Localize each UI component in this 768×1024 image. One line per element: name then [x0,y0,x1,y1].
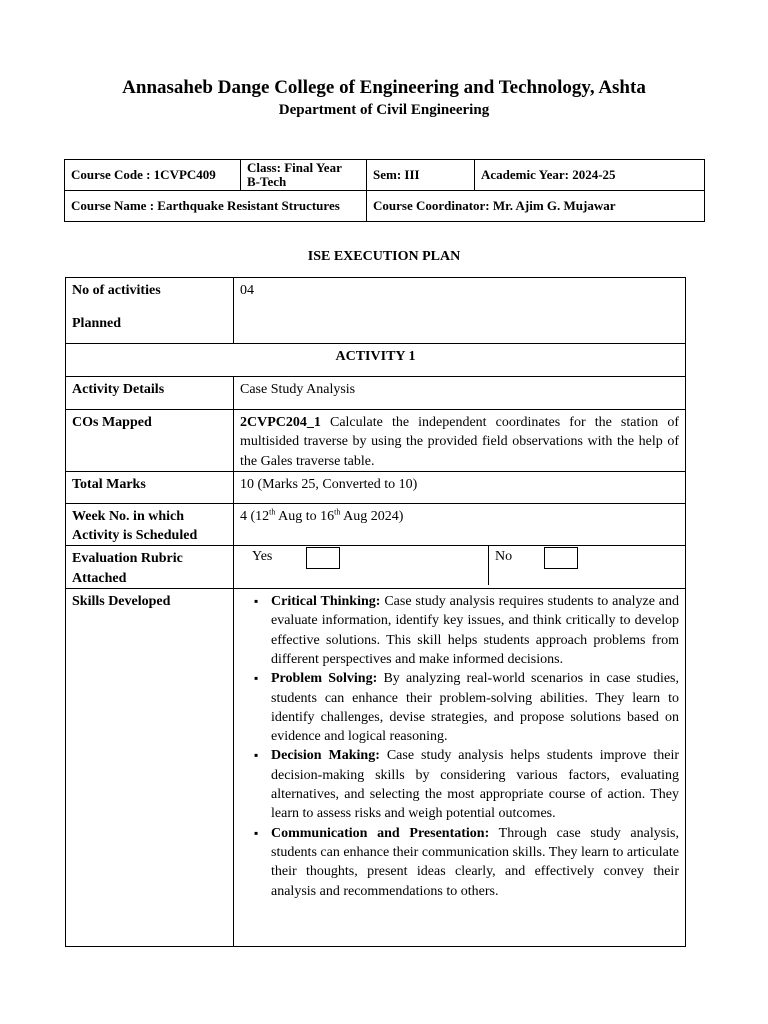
class-line-1: Class: Final Year [247,160,342,175]
skills-value [234,589,686,947]
skills-label: Skills Developed [66,589,234,947]
no-activities-label [66,278,234,344]
skill-item [271,592,679,669]
activity-details-value: Case Study Analysis [234,377,686,410]
week-value-end: Aug 2024) [340,508,404,524]
course-coordinator: Course Coordinator: Mr. Ajim G. Mujawar [367,191,705,222]
rubric-options [234,546,686,589]
no-activities-label-line2: Planned [72,316,122,332]
skill-text: By analyzing real-world scenarios in case studies, students can enhance their problem-solving abilities. They learn to identify challenges, devise strategies, and propose solutions based on evidence and logical reasoning. [271,671,680,745]
no-activities-label-line1: No of activities [72,283,161,298]
course-code: Course Code : 1CVPC409 [65,160,241,191]
no-activities-value: 04 [234,278,686,344]
execution-plan-table [65,277,686,947]
skill-item [271,824,679,901]
college-title: Annasaheb Dange College of Engineering and Technology, Ashta [122,77,646,98]
cos-mapped-label: COs Mapped [66,410,234,472]
week-label: Week No. in which Activity is Scheduled [66,503,234,546]
cos-mapped-value [234,410,686,472]
class-cell [241,160,367,191]
skill-title: Communication and Presentation: [271,825,490,841]
plan-heading: ISE EXECUTION PLAN [307,249,461,264]
skill-text: Through case study analysis, students can enhance their communication skills. They learn to articulate their thoughts, present ideas clearly, and effectively convey their analysis and recommendations to others. [271,825,680,899]
skill-text: Case study analysis helps students improve their decision-making skills by considering various factors, evaluating alternatives, and selecting the most appropriate course of action. They learn to assess risks and weigh potential outcomes. [271,748,679,822]
week-value-start: 4 (12 [240,508,270,524]
rubric-yes-checkbox[interactable] [306,547,340,569]
skill-text: Case study analysis requires students to analyze and evaluate information, identify key issues, and think critically to develop effective solutions. This skill helps students approach problems from different perspectives and make informed decisions. [271,594,680,667]
skills-list [240,592,679,901]
cos-text: Calculate the independent coordinates for the station of multisided traverse by using the provided field observations with the help of the Gales traverse table. [240,415,679,469]
skill-item [271,746,679,823]
course-info-table [64,159,705,222]
week-value-mid: Aug to 16 [275,508,335,524]
academic-year: Academic Year: 2024-25 [475,160,705,191]
week-sup-2: th [334,507,341,517]
rubric-yes-cell [234,546,489,585]
rubric-options-table [234,546,685,585]
skill-title: Problem Solving: [271,671,378,687]
activity-details-label: Activity Details [66,377,234,410]
cos-code: 2CVPC204_1 [240,415,321,430]
course-name: Course Name : Earthquake Resistant Structures [65,191,367,222]
skill-title: Decision Making: [271,748,380,764]
rubric-no-checkbox[interactable] [544,547,578,569]
week-sup-1: th [269,507,276,517]
rubric-yes-label: Yes [252,549,273,565]
skill-title: Critical Thinking: [271,594,381,610]
total-marks-value: 10 (Marks 25, Converted to 10) [234,471,686,503]
total-marks-label: Total Marks [66,471,234,503]
class-line-2: B-Tech [247,174,287,189]
skill-item [271,669,679,746]
rubric-label: Evaluation Rubric Attached [66,546,234,589]
week-value [234,503,686,546]
rubric-no-cell [489,546,686,585]
semester: Sem: III [367,160,475,191]
department-title: Department of Civil Engineering [278,102,490,118]
rubric-no-label: No [495,549,513,565]
activity-title: ACTIVITY 1 [66,344,686,377]
